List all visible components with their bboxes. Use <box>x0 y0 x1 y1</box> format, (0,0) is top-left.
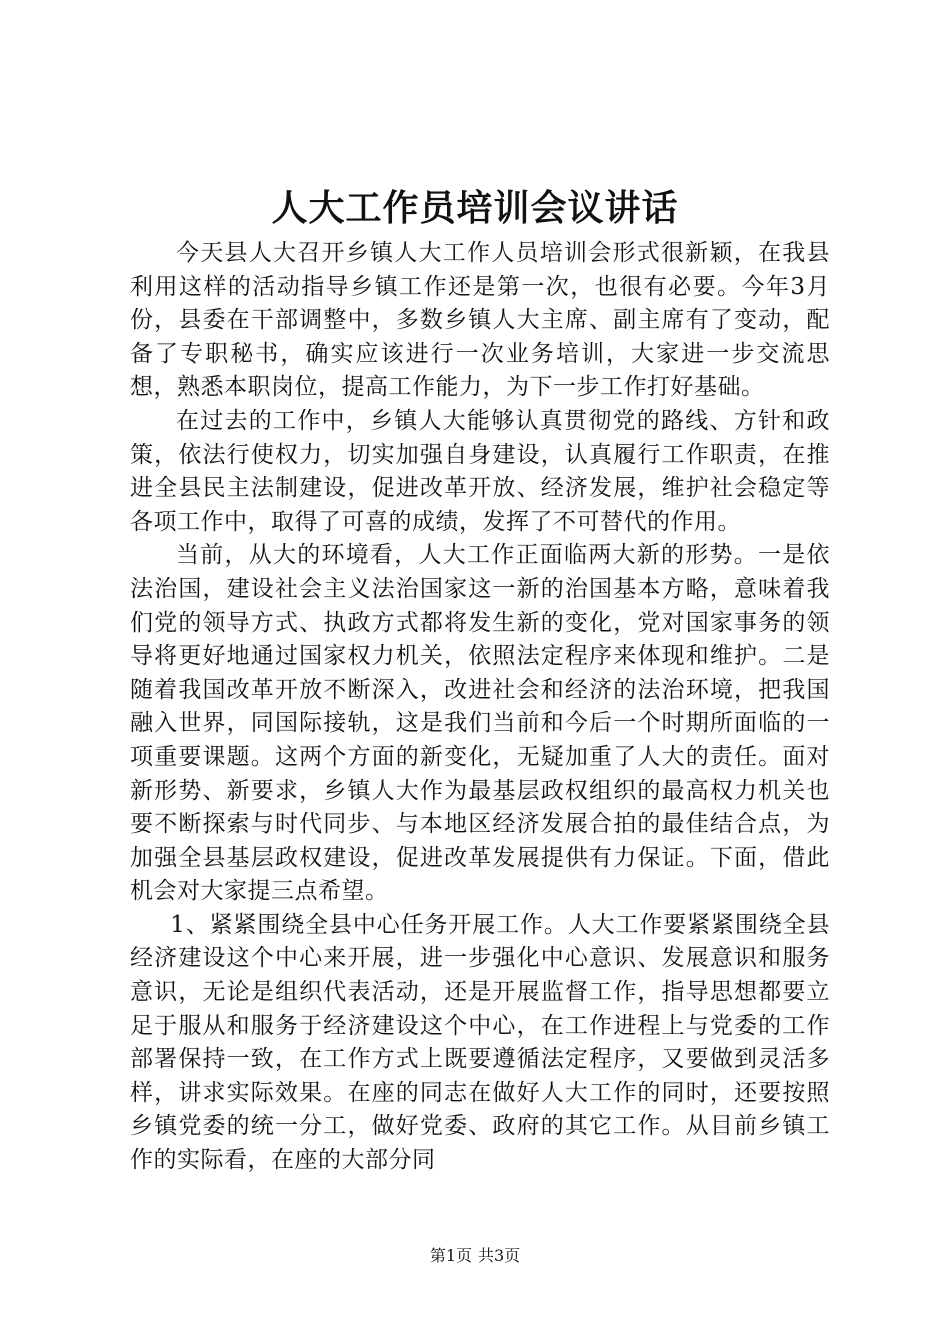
paragraph-intro: 今天县人大召开乡镇人大工作人员培训会形式很新颖，在我县利用这样的活动指导乡镇工作还是第一次，也很有必要。今年3月份，县委在干部调整中，多数乡镇人大主席、副主席有了变动，配备了专职秘书，确实应该进行一次业务培训，大家进一步交流思想，熟悉本职岗位，提高工作能力，为下一步工作打好基础。 <box>130 240 830 401</box>
document-body <box>130 237 830 1178</box>
paragraph-point-1: 1、紧紧围绕全县中心任务开展工作。人大工作要紧紧围绕全县经济建设这个中心来开展，进一步强化中心意识、发展意识和服务意识，无论是组织代表活动，还是开展监督工作，指导思想都要立足于服从和服务于经济建设这个中心，在工作进程上与党委的工作部署保持一致，在工作方式上既要遵循法定程序，又要做到灵活多样，讲求实际效果。在座的同志在做好人大工作的同时，还要按照乡镇党委的统一分工，做好党委、政府的其它工作。从目前乡镇工作的实际看，在座的大部分同 <box>130 911 830 1174</box>
paragraph-past-work: 在过去的工作中，乡镇人大能够认真贯彻党的路线、方针和政策，依法行使权力，切实加强自身建设，认真履行工作职责，在推进全县民主法制建设，促进改革开放、经济发展，维护社会稳定等各项工作中，取得了可喜的成绩，发挥了不可替代的作用。 <box>130 407 830 535</box>
paragraph-current-situation: 当前，从大的环境看，人大工作正面临两大新的形势。一是依法治国，建设社会主义法治国家这一新的治国基本方略，意味着我们党的领导方式、执政方式都将发生新的变化，党对国家事务的领导将更好地通过国家权力机关，依照法定程序来体现和维护。二是随着我国改革开放不断深入，改进社会和经济的法治环境，把我国融入世界，同国际接轨，这是我们当前和今后一个时期所面临的一项重要课题。这两个方面的新变化，无疑加重了人大的责任。面对新形势、新要求，乡镇人大作为最基层政权组织的最高权力机关也要不断探索与时代同步、与本地区经济发展合拍的最佳结合点，为加强全县基层政权建设，促进改革发展提供有力保证。下面，借此机会对大家提三点希望。 <box>130 542 830 905</box>
page-total: 共3页 <box>478 1246 521 1265</box>
document-title: 人大工作员培训会议讲话 <box>271 187 679 229</box>
page-number: 第1页 <box>429 1246 472 1265</box>
page-footer <box>0 1245 950 1267</box>
